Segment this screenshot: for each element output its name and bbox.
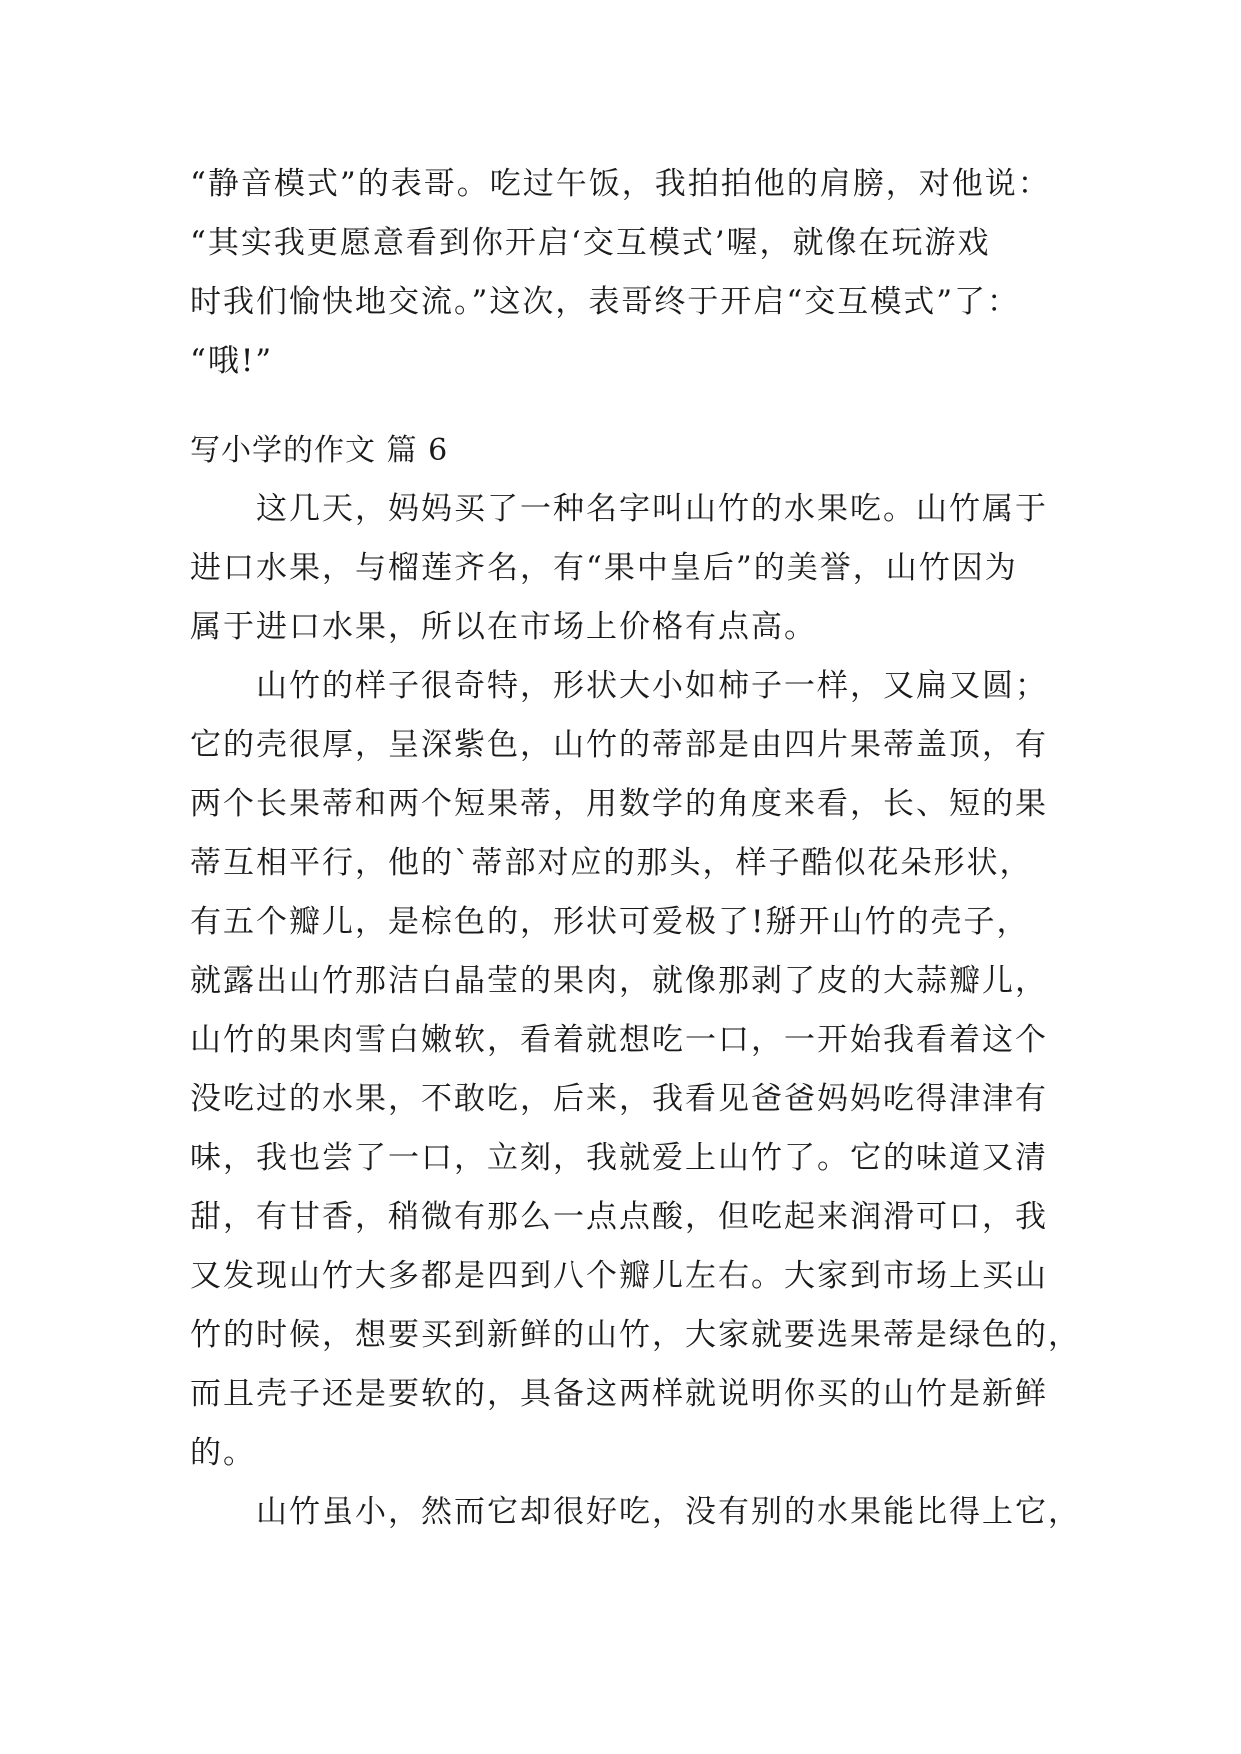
- section-spacer: [190, 391, 1070, 421]
- section-title: 写小学的作文 篇 6: [190, 433, 449, 468]
- text-line: 时我们愉快地交流。”这次，表哥终于开启“交互模式”了：: [190, 284, 1021, 320]
- text-line: 蒂互相平行，他的`蒂部对应的那头，样子酷似花朵形状，: [190, 845, 1033, 881]
- text-line: 而且壳子还是要软的，具备这两样就说明你买的山竹是新鲜: [190, 1376, 1048, 1412]
- text-line: 山竹虽小，然而它却很好吃，没有别的水果能比得上它，: [256, 1494, 1081, 1530]
- text-line: 有五个瓣儿，是棕色的，形状可爱极了!掰开山竹的壳子，: [190, 904, 1030, 940]
- paragraph-1: [190, 480, 1070, 657]
- text-line: 山竹的果肉雪白嫩软，看着就想吃一口，一开始我看着这个: [190, 1022, 1048, 1058]
- text-line: 属于进口水果，所以在市场上价格有点高。: [190, 609, 817, 645]
- text-line: “静音模式”的表哥。吃过午饭，我拍拍他的肩膀，对他说：: [190, 166, 1051, 202]
- text-line: 两个长果蒂和两个短果蒂，用数学的角度来看，长、短的果: [190, 786, 1048, 822]
- text-line: 的。: [190, 1435, 256, 1471]
- previous-section-text: [190, 155, 1070, 391]
- text-line: 山竹的样子很奇特，形状大小如柿子一样，又扁又圆；: [256, 668, 1048, 704]
- text-line: 就露出山竹那洁白晶莹的果肉，就像那剥了皮的大蒜瓣儿，: [190, 963, 1048, 999]
- document-body: [190, 155, 1081, 1542]
- text-line: 甜，有甘香，稍微有那么一点点酸，但吃起来润滑可口，我: [190, 1199, 1048, 1235]
- text-line: 竹的时候，想要买到新鲜的山竹，大家就要选果蒂是绿色的，: [190, 1317, 1081, 1353]
- text-line: 没吃过的水果，不敢吃，后来，我看见爸爸妈妈吃得津津有: [190, 1081, 1048, 1117]
- text-line: 味，我也尝了一口，立刻，我就爱上山竹了。它的味道又清: [190, 1140, 1048, 1176]
- text-line: “哦!”: [190, 343, 274, 379]
- text-line: 又发现山竹大多都是四到八个瓣儿左右。大家到市场上买山: [190, 1258, 1048, 1294]
- paragraph-2: [190, 657, 1081, 1483]
- text-line: 进口水果，与榴莲齐名，有“果中皇后”的美誉，山竹因为: [190, 550, 1018, 586]
- text-line: 它的壳很厚，呈深紫色，山竹的蒂部是由四片果蒂盖顶，有: [190, 727, 1048, 763]
- text-line: “其实我更愿意看到你开启‘交互模式’喔，就像在玩游戏: [190, 225, 991, 261]
- text-line: 这几天，妈妈买了一种名字叫山竹的水果吃。山竹属于: [256, 491, 1048, 527]
- paragraph-3: [190, 1483, 1081, 1542]
